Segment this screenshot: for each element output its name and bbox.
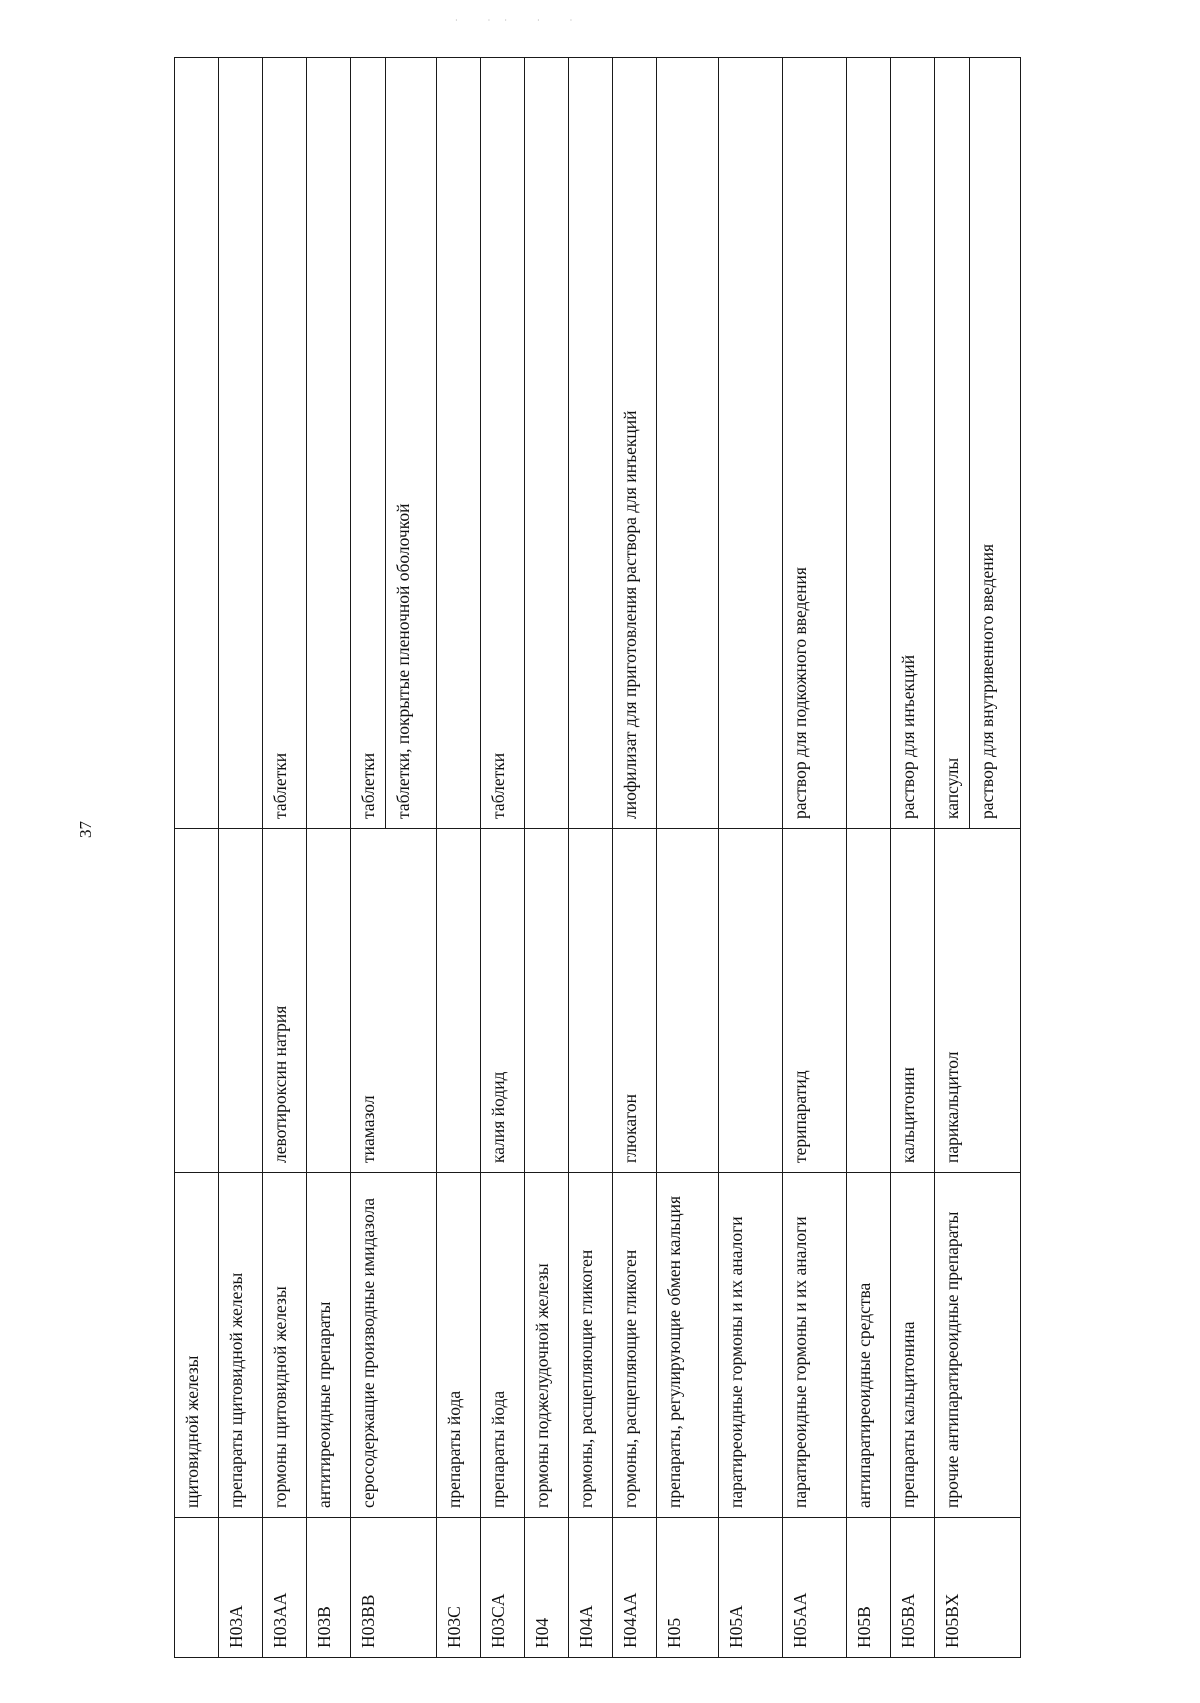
table-row xyxy=(783,58,847,1658)
group-name: препараты кальцитонина xyxy=(891,1173,935,1518)
scan-artifact: · ·· · · xyxy=(455,16,587,25)
dosage-form xyxy=(175,58,219,829)
atc-code: H05A xyxy=(719,1518,783,1658)
group-name: препараты щитовидной железы xyxy=(219,1173,263,1518)
dosage-form xyxy=(657,58,719,829)
table-row xyxy=(613,58,657,1658)
atc-code: H05BA xyxy=(891,1518,935,1658)
dosage-form: раствор для внутривенного введения xyxy=(969,58,1004,828)
dosage-form xyxy=(437,58,481,829)
group-name: препараты йода xyxy=(437,1173,481,1518)
dosage-form xyxy=(569,58,613,829)
drug-list-table xyxy=(174,57,1021,1658)
inn-name: калия йодид xyxy=(481,829,525,1173)
dosage-form xyxy=(219,58,263,829)
atc-code: H03AA xyxy=(263,1518,307,1658)
group-name: паратиреоидные гормоны и их аналоги xyxy=(719,1173,783,1518)
atc-code: H05B xyxy=(847,1518,891,1658)
table-row xyxy=(437,58,481,1658)
atc-code: H05AA xyxy=(783,1518,847,1658)
drug-table-container xyxy=(174,58,1108,1658)
inn-name: глюкагон xyxy=(613,829,657,1173)
dosage-form xyxy=(525,58,569,829)
table-row xyxy=(263,58,307,1658)
inn-name xyxy=(307,829,351,1173)
inn-name xyxy=(569,829,613,1173)
dosage-form: таблетки xyxy=(481,58,525,829)
table-row xyxy=(657,58,719,1658)
atc-code: H03C xyxy=(437,1518,481,1658)
dosage-form: таблетки, покрытые пленочной оболочкой xyxy=(385,58,420,828)
group-name: гормоны, расщепляющие гликоген xyxy=(613,1173,657,1518)
inn-name: левотироксин натрия xyxy=(263,829,307,1173)
atc-code: H03A xyxy=(219,1518,263,1658)
atc-code: H03CA xyxy=(481,1518,525,1658)
group-name: паратиреоидные гормоны и их аналоги xyxy=(783,1173,847,1518)
table-row xyxy=(175,58,219,1658)
dosage-form-cell xyxy=(351,58,437,829)
dosage-form: раствор для подкожного введения xyxy=(783,58,847,829)
dosage-form: раствор для инъекций xyxy=(891,58,935,829)
group-name: гормоны, расщепляющие гликоген xyxy=(569,1173,613,1518)
inn-name: кальцитонин xyxy=(891,829,935,1173)
inn-name xyxy=(219,829,263,1173)
table-row xyxy=(847,58,891,1658)
dosage-form: таблетки xyxy=(358,752,378,819)
table-row xyxy=(351,58,437,1658)
group-name: антитиреоидные препараты xyxy=(307,1173,351,1518)
table-row xyxy=(525,58,569,1658)
table-row xyxy=(481,58,525,1658)
dosage-form xyxy=(847,58,891,829)
inn-name: парикальцитол xyxy=(935,829,1021,1173)
atc-code: H04AA xyxy=(613,1518,657,1658)
atc-code: H03BB xyxy=(351,1518,437,1658)
atc-code: H05 xyxy=(657,1518,719,1658)
page-number: 37 xyxy=(76,821,95,838)
inn-name xyxy=(847,829,891,1173)
dosage-form xyxy=(307,58,351,829)
group-name: препараты, регулирующие обмен кальция xyxy=(657,1173,719,1518)
table-row xyxy=(719,58,783,1658)
inn-name xyxy=(719,829,783,1173)
group-name: прочие антипаратиреоидные препараты xyxy=(935,1173,1021,1518)
inn-name xyxy=(525,829,569,1173)
table-row xyxy=(219,58,263,1658)
group-name: гормоны щитовидной железы xyxy=(263,1173,307,1518)
dosage-form xyxy=(719,58,783,829)
dosage-form: таблетки xyxy=(263,58,307,829)
atc-code: H04 xyxy=(525,1518,569,1658)
dosage-form: капсулы xyxy=(942,757,962,819)
group-name: гормоны поджелудочной железы xyxy=(525,1173,569,1518)
group-name: серосодержащие производные имидазола xyxy=(351,1173,437,1518)
inn-name: терипаратид xyxy=(783,829,847,1173)
atc-code: H03B xyxy=(307,1518,351,1658)
inn-name: тиамазол xyxy=(351,829,437,1173)
atc-code xyxy=(175,1518,219,1658)
atc-code: H04A xyxy=(569,1518,613,1658)
group-name: щитовидной железы xyxy=(175,1173,219,1518)
table-row xyxy=(307,58,351,1658)
dosage-form: лиофилизат для приготовления раствора для инъекций xyxy=(613,58,657,829)
group-name: антипаратиреоидные средства xyxy=(847,1173,891,1518)
inn-name xyxy=(657,829,719,1173)
atc-code: H05BX xyxy=(935,1518,1021,1658)
inn-name xyxy=(437,829,481,1173)
inn-name xyxy=(175,829,219,1173)
dosage-form-cell xyxy=(935,58,1021,829)
table-row xyxy=(891,58,935,1658)
group-name: препараты йода xyxy=(481,1173,525,1518)
table-row xyxy=(569,58,613,1658)
table-row xyxy=(935,58,1021,1658)
